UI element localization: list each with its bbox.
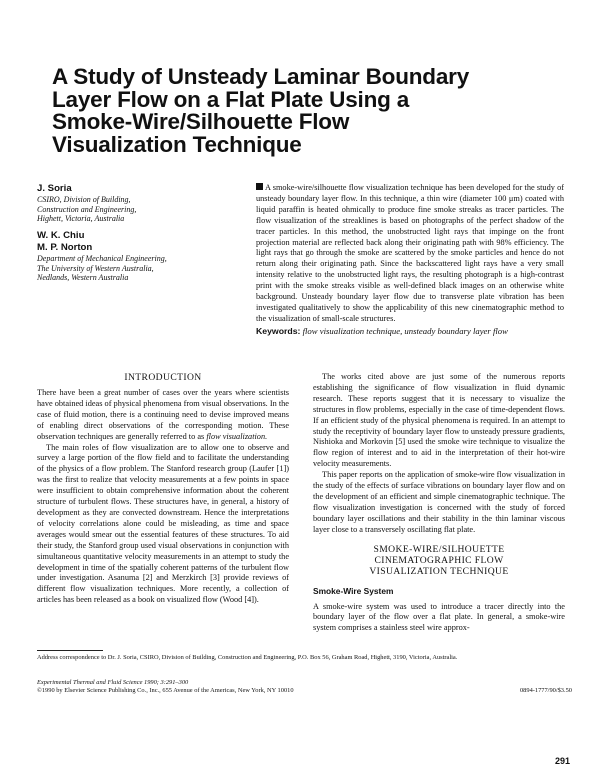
- section-heading-line: CINEMATOGRAPHIC FLOW: [374, 554, 504, 566]
- footer-info: [37, 679, 572, 695]
- paragraph: This paper reports on the application of smoke-wire flow visualization in the study of the effects of surface vibrations on boundary layer flow and on the development of an efficient and simple cinematographic technique. The flow visualization investigation is concerned with the study of forced boundary layer oscillations and their stability in the thin laminar viscous layer close to a transversely oscillating flat plate.: [313, 470, 565, 534]
- footnote-divider: [37, 650, 103, 651]
- right-column: [313, 372, 565, 634]
- title-line: A Study of Unsteady Laminar Boundary: [52, 64, 470, 89]
- title-line: Visualization Technique: [52, 131, 302, 157]
- emphasis: flow visualization.: [206, 431, 268, 441]
- author-name: W. K. Chiu: [37, 230, 85, 241]
- paragraph: The main roles of flow visualization are to allow one to observe and survey a large portion of the flow field and to facilitate the understanding of the physics of a flow problem. The Stanford research group (Laufer [1]) was the first to realize that velocity measurements at a few points in space were insufficient to obtain comprehensive information about the coherent structure of turbulent flows. These structures have, in general, a history of development as they are convected downstream. Hence the interpretations of velocity correlations alone could be misleading, as time and space averages would smear out the essential features of these structures. To aid their study, the Stanford group used visual observations in conjunction with simultaneous quantitative velocity measurements in an attempt to study the development in time of the spatially coherent patterns of the turbulent flow under investigation. Asanuma [2] and Merzkirch [3] provide reviews of different flow visualization techniques. More recently, a collection of articles has been released as a book on visualized flow (Wood [4]).: [37, 442, 289, 605]
- section-heading-smoke-wire: [313, 544, 565, 577]
- keywords-text: flow visualization technique, unsteady boundary layer flow: [302, 326, 508, 336]
- paper-title: [52, 66, 472, 156]
- keywords: [256, 326, 566, 337]
- author-name: J. Soria: [37, 183, 72, 194]
- author-affiliation: Construction and Engineering,: [37, 204, 137, 214]
- abstract: [256, 183, 564, 325]
- paragraph: The works cited above are just some of the numerous reports establishing the significance of flow visualization in fluid dynamic research. These reports suggest that it is necessary to visualize the structures in flow problems, especially in the case of time-dependent flows. If an efficient study of the physical phenomena is required. In an attempt to study the receptivity of boundary layer flow to unsteady pressure gradients, Nishioka and Morkovin [5] used the smoke wire technique to visualize the flow region of interest and to aid in the interpretation of their hot-wire velocity measurements.: [313, 372, 565, 469]
- author-block-chiu-norton: [37, 230, 237, 283]
- author-name: M. P. Norton: [37, 242, 93, 253]
- paragraph: There have been a great number of cases over the years where scientists have obtained ideas of physical phenomena from visual observations. In the case of fluid motion, there is a continuing need to devise improved means of enabling direct observations of the corresponding motion. These observation techniques are generally referred to as flow visualization.: [37, 388, 289, 441]
- abstract-text: A smoke-wire/silhouette flow visualization technique has been developed for the study of unsteady boundary layer flow. In this technique, a thin wire (diameter 100 μm) coated with liquid paraffin is heated ohmically to produce fine smoke streaks as tracer particles. The flow visualization of the streaklines is based on photographs of the perfect shadow of the tracer particles. In this method, the unobstructed light rays that impinge on the front projection material are reflected back along their originating path with 98% efficiency. The light rays that go through the smoke are scattered by the smoke particles and hence do not return along their originating path. Since the backscattered light rays have a very small intensity relative to the unobstructed light rays, the resulting photograph is a high-contrast print with the smoke streaks visible as well-defined black images on an otherwise white background. Unsteady boundary layer flow due to transverse plate vibration has been investigated qualitatively to show the applicability of this new cinematographic method to the visualization of small-scale structures.: [256, 183, 564, 323]
- author-affiliation: The University of Western Australia,: [37, 263, 154, 273]
- paragraph: A smoke-wire system was used to introduce a tracer directly into the boundary layer of the flow over a flat plate. In general, a smoke-wire system comprises a stainless steel wire approx-: [313, 601, 565, 633]
- title-line: Smoke-Wire/Silhouette Flow: [52, 109, 350, 134]
- subsection-heading: Smoke-Wire System: [313, 585, 394, 596]
- section-heading-line: VISUALIZATION TECHNIQUE: [369, 565, 509, 577]
- section-heading-introduction: INTRODUCTION: [124, 372, 202, 383]
- abstract-marker-icon: [256, 183, 263, 190]
- author-affiliation: Highett, Victoria, Australia: [37, 214, 125, 224]
- author-affiliation: Department of Mechanical Engineering,: [37, 254, 167, 263]
- left-column: [37, 372, 289, 606]
- footer-journal: Experimental Thermal and Fluid Science 1990; 3:291–300: [37, 679, 189, 686]
- author-affiliation: CSIRO, Division of Building,: [37, 195, 131, 204]
- author-affiliation: Nedlands, Western Australia: [37, 273, 129, 283]
- page-number: 291: [554, 756, 570, 766]
- author-block-soria: [37, 183, 237, 224]
- footer-copyright: ©1990 by Elsevier Science Publishing Co., Inc., 655 Avenue of the Americas, New York, NY 10010: [37, 687, 294, 695]
- footnote-address: Address correspondence to Dr. J. Soria, CSIRO, Division of Building, Construction and Engineering, P.O. Box 56, Graham Road, Highett, 3190, Victoria, Australia.: [37, 654, 458, 661]
- footer-issn: 0894-1777/90/$3.50: [519, 687, 572, 695]
- keywords-label: Keywords:: [256, 326, 301, 336]
- section-heading-line: SMOKE-WIRE/SILHOUETTE: [373, 543, 505, 555]
- title-line: Layer Flow on a Flat Plate Using a: [52, 86, 410, 112]
